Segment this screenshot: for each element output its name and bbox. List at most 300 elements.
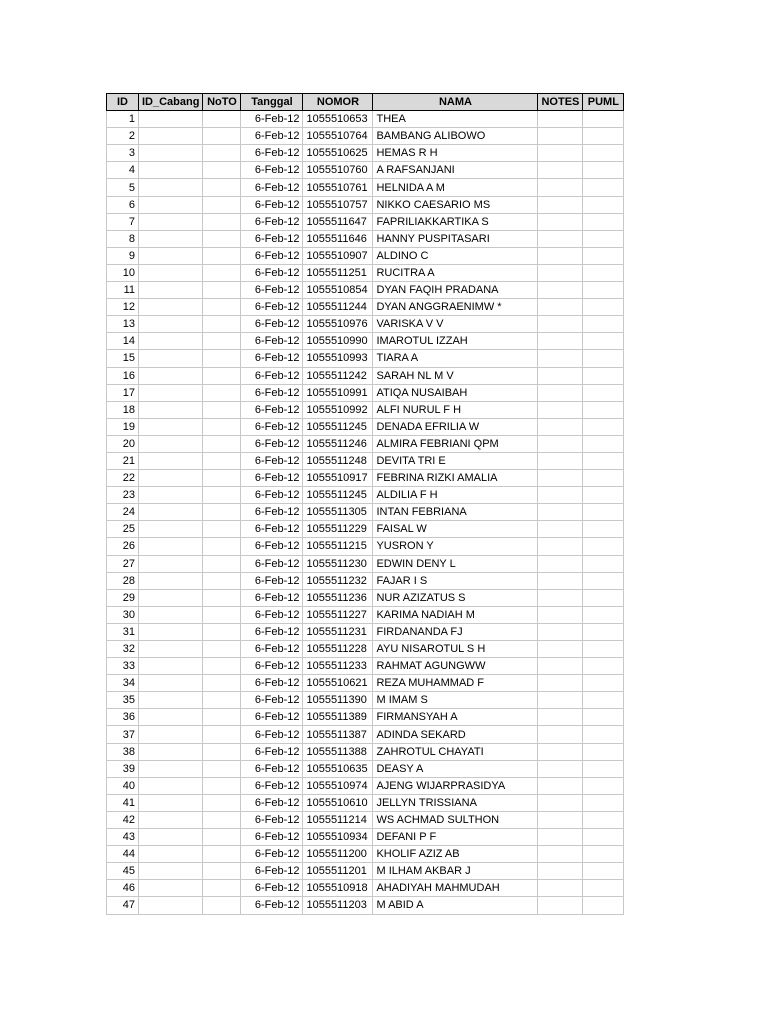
cell-noto[interactable] bbox=[203, 760, 241, 777]
cell-nama[interactable]: AYU NISAROTUL S H bbox=[373, 641, 538, 658]
cell-nomor[interactable]: 1055511229 bbox=[303, 521, 373, 538]
cell-tanggal[interactable]: 6-Feb-12 bbox=[241, 179, 303, 196]
cell-id-cabang[interactable] bbox=[139, 726, 203, 743]
cell-puml[interactable] bbox=[583, 179, 624, 196]
cell-nomor[interactable]: 1055510653 bbox=[303, 111, 373, 128]
cell-notes[interactable] bbox=[538, 401, 583, 418]
cell-noto[interactable] bbox=[203, 350, 241, 367]
cell-noto[interactable] bbox=[203, 435, 241, 452]
cell-id[interactable]: 44 bbox=[107, 846, 139, 863]
cell-notes[interactable] bbox=[538, 658, 583, 675]
cell-nomor[interactable]: 1055510907 bbox=[303, 247, 373, 264]
cell-noto[interactable] bbox=[203, 709, 241, 726]
cell-notes[interactable] bbox=[538, 111, 583, 128]
cell-id-cabang[interactable] bbox=[139, 384, 203, 401]
cell-id-cabang[interactable] bbox=[139, 230, 203, 247]
cell-nama[interactable]: DYAN ANGGRAENIMW * bbox=[373, 299, 538, 316]
cell-id[interactable]: 24 bbox=[107, 504, 139, 521]
cell-nama[interactable]: HANNY PUSPITASARI bbox=[373, 230, 538, 247]
cell-id[interactable]: 40 bbox=[107, 777, 139, 794]
cell-id[interactable]: 31 bbox=[107, 623, 139, 640]
cell-nomor[interactable]: 1055510610 bbox=[303, 794, 373, 811]
cell-nomor[interactable]: 1055511245 bbox=[303, 487, 373, 504]
cell-tanggal[interactable]: 6-Feb-12 bbox=[241, 111, 303, 128]
cell-id[interactable]: 4 bbox=[107, 162, 139, 179]
cell-id[interactable]: 20 bbox=[107, 435, 139, 452]
cell-nama[interactable]: NUR AZIZATUS S bbox=[373, 589, 538, 606]
cell-puml[interactable] bbox=[583, 247, 624, 264]
cell-noto[interactable] bbox=[203, 128, 241, 145]
cell-nama[interactable]: FAISAL W bbox=[373, 521, 538, 538]
cell-id-cabang[interactable] bbox=[139, 452, 203, 469]
cell-id[interactable]: 41 bbox=[107, 794, 139, 811]
cell-nomor[interactable]: 1055511245 bbox=[303, 418, 373, 435]
cell-nama[interactable]: HELNIDA A M bbox=[373, 179, 538, 196]
cell-tanggal[interactable]: 6-Feb-12 bbox=[241, 196, 303, 213]
cell-nama[interactable]: DEASY A bbox=[373, 760, 538, 777]
cell-tanggal[interactable]: 6-Feb-12 bbox=[241, 641, 303, 658]
cell-id[interactable]: 34 bbox=[107, 675, 139, 692]
cell-id[interactable]: 33 bbox=[107, 658, 139, 675]
cell-tanggal[interactable]: 6-Feb-12 bbox=[241, 367, 303, 384]
cell-notes[interactable] bbox=[538, 247, 583, 264]
cell-id-cabang[interactable] bbox=[139, 777, 203, 794]
cell-notes[interactable] bbox=[538, 264, 583, 281]
cell-tanggal[interactable]: 6-Feb-12 bbox=[241, 897, 303, 914]
cell-puml[interactable] bbox=[583, 384, 624, 401]
cell-noto[interactable] bbox=[203, 641, 241, 658]
cell-nama[interactable]: YUSRON Y bbox=[373, 538, 538, 555]
cell-nama[interactable]: FIRMANSYAH A bbox=[373, 709, 538, 726]
cell-notes[interactable] bbox=[538, 128, 583, 145]
cell-nama[interactable]: FAJAR I S bbox=[373, 572, 538, 589]
cell-tanggal[interactable]: 6-Feb-12 bbox=[241, 538, 303, 555]
cell-noto[interactable] bbox=[203, 470, 241, 487]
cell-id[interactable]: 23 bbox=[107, 487, 139, 504]
header-tanggal[interactable]: Tanggal bbox=[241, 94, 303, 111]
cell-puml[interactable] bbox=[583, 794, 624, 811]
cell-id-cabang[interactable] bbox=[139, 264, 203, 281]
cell-noto[interactable] bbox=[203, 811, 241, 828]
cell-puml[interactable] bbox=[583, 333, 624, 350]
cell-nama[interactable]: EDWIN DENY L bbox=[373, 555, 538, 572]
cell-tanggal[interactable]: 6-Feb-12 bbox=[241, 162, 303, 179]
cell-noto[interactable] bbox=[203, 863, 241, 880]
cell-id-cabang[interactable] bbox=[139, 846, 203, 863]
cell-id-cabang[interactable] bbox=[139, 589, 203, 606]
cell-nama[interactable]: VARISKA V V bbox=[373, 316, 538, 333]
cell-puml[interactable] bbox=[583, 743, 624, 760]
cell-tanggal[interactable]: 6-Feb-12 bbox=[241, 811, 303, 828]
cell-tanggal[interactable]: 6-Feb-12 bbox=[241, 401, 303, 418]
cell-notes[interactable] bbox=[538, 863, 583, 880]
cell-nama[interactable]: M ILHAM AKBAR J bbox=[373, 863, 538, 880]
cell-nama[interactable]: ALDILIA F H bbox=[373, 487, 538, 504]
cell-notes[interactable] bbox=[538, 589, 583, 606]
cell-nomor[interactable]: 1055511236 bbox=[303, 589, 373, 606]
cell-noto[interactable] bbox=[203, 658, 241, 675]
cell-tanggal[interactable]: 6-Feb-12 bbox=[241, 726, 303, 743]
cell-puml[interactable] bbox=[583, 692, 624, 709]
cell-noto[interactable] bbox=[203, 452, 241, 469]
cell-notes[interactable] bbox=[538, 811, 583, 828]
cell-nomor[interactable]: 1055510992 bbox=[303, 401, 373, 418]
cell-puml[interactable] bbox=[583, 435, 624, 452]
cell-id-cabang[interactable] bbox=[139, 196, 203, 213]
cell-nama[interactable]: M ABID A bbox=[373, 897, 538, 914]
cell-noto[interactable] bbox=[203, 555, 241, 572]
cell-nomor[interactable]: 1055511230 bbox=[303, 555, 373, 572]
cell-id[interactable]: 30 bbox=[107, 606, 139, 623]
cell-tanggal[interactable]: 6-Feb-12 bbox=[241, 572, 303, 589]
cell-puml[interactable] bbox=[583, 846, 624, 863]
cell-nama[interactable]: INTAN FEBRIANA bbox=[373, 504, 538, 521]
cell-id[interactable]: 1 bbox=[107, 111, 139, 128]
cell-nama[interactable]: KHOLIF AZIZ AB bbox=[373, 846, 538, 863]
cell-id-cabang[interactable] bbox=[139, 606, 203, 623]
cell-nama[interactable]: JELLYN TRISSIANA bbox=[373, 794, 538, 811]
cell-id[interactable]: 15 bbox=[107, 350, 139, 367]
cell-notes[interactable] bbox=[538, 367, 583, 384]
cell-nomor[interactable]: 1055511232 bbox=[303, 572, 373, 589]
cell-id[interactable]: 46 bbox=[107, 880, 139, 897]
cell-nama[interactable]: ATIQA NUSAIBAH bbox=[373, 384, 538, 401]
cell-nama[interactable]: IMAROTUL IZZAH bbox=[373, 333, 538, 350]
cell-nama[interactable]: AHADIYAH MAHMUDAH bbox=[373, 880, 538, 897]
cell-id-cabang[interactable] bbox=[139, 623, 203, 640]
cell-tanggal[interactable]: 6-Feb-12 bbox=[241, 504, 303, 521]
cell-puml[interactable] bbox=[583, 111, 624, 128]
cell-nomor[interactable]: 1055510991 bbox=[303, 384, 373, 401]
cell-id[interactable]: 2 bbox=[107, 128, 139, 145]
cell-tanggal[interactable]: 6-Feb-12 bbox=[241, 589, 303, 606]
cell-id[interactable]: 43 bbox=[107, 829, 139, 846]
header-nomor[interactable]: NOMOR bbox=[303, 94, 373, 111]
cell-id[interactable]: 42 bbox=[107, 811, 139, 828]
cell-id-cabang[interactable] bbox=[139, 880, 203, 897]
cell-notes[interactable] bbox=[538, 794, 583, 811]
cell-puml[interactable] bbox=[583, 829, 624, 846]
cell-puml[interactable] bbox=[583, 623, 624, 640]
cell-nama[interactable]: DYAN FAQIH PRADANA bbox=[373, 282, 538, 299]
cell-id-cabang[interactable] bbox=[139, 128, 203, 145]
cell-id[interactable]: 21 bbox=[107, 452, 139, 469]
cell-id[interactable]: 18 bbox=[107, 401, 139, 418]
cell-id[interactable]: 14 bbox=[107, 333, 139, 350]
cell-notes[interactable] bbox=[538, 333, 583, 350]
cell-noto[interactable] bbox=[203, 230, 241, 247]
cell-noto[interactable] bbox=[203, 162, 241, 179]
cell-nomor[interactable]: 1055511647 bbox=[303, 213, 373, 230]
cell-notes[interactable] bbox=[538, 572, 583, 589]
cell-id[interactable]: 12 bbox=[107, 299, 139, 316]
cell-id[interactable]: 39 bbox=[107, 760, 139, 777]
cell-notes[interactable] bbox=[538, 880, 583, 897]
cell-nama[interactable]: DENADA EFRILIA W bbox=[373, 418, 538, 435]
cell-nomor[interactable]: 1055511227 bbox=[303, 606, 373, 623]
cell-tanggal[interactable]: 6-Feb-12 bbox=[241, 709, 303, 726]
cell-id[interactable]: 10 bbox=[107, 264, 139, 281]
cell-nomor[interactable]: 1055511246 bbox=[303, 435, 373, 452]
cell-notes[interactable] bbox=[538, 487, 583, 504]
cell-tanggal[interactable]: 6-Feb-12 bbox=[241, 470, 303, 487]
cell-id[interactable]: 28 bbox=[107, 572, 139, 589]
cell-id[interactable]: 47 bbox=[107, 897, 139, 914]
cell-id[interactable]: 19 bbox=[107, 418, 139, 435]
cell-noto[interactable] bbox=[203, 333, 241, 350]
cell-nomor[interactable]: 1055511244 bbox=[303, 299, 373, 316]
cell-notes[interactable] bbox=[538, 179, 583, 196]
cell-puml[interactable] bbox=[583, 401, 624, 418]
cell-nomor[interactable]: 1055511389 bbox=[303, 709, 373, 726]
cell-id[interactable]: 32 bbox=[107, 641, 139, 658]
cell-noto[interactable] bbox=[203, 846, 241, 863]
cell-id-cabang[interactable] bbox=[139, 401, 203, 418]
cell-puml[interactable] bbox=[583, 230, 624, 247]
cell-id-cabang[interactable] bbox=[139, 675, 203, 692]
cell-puml[interactable] bbox=[583, 299, 624, 316]
cell-notes[interactable] bbox=[538, 418, 583, 435]
cell-puml[interactable] bbox=[583, 897, 624, 914]
cell-nomor[interactable]: 1055511251 bbox=[303, 264, 373, 281]
cell-nomor[interactable]: 1055510934 bbox=[303, 829, 373, 846]
cell-nomor[interactable]: 1055510757 bbox=[303, 196, 373, 213]
cell-tanggal[interactable]: 6-Feb-12 bbox=[241, 128, 303, 145]
cell-nomor[interactable]: 1055510761 bbox=[303, 179, 373, 196]
cell-nomor[interactable]: 1055510918 bbox=[303, 880, 373, 897]
cell-tanggal[interactable]: 6-Feb-12 bbox=[241, 316, 303, 333]
cell-notes[interactable] bbox=[538, 692, 583, 709]
cell-notes[interactable] bbox=[538, 623, 583, 640]
cell-puml[interactable] bbox=[583, 213, 624, 230]
cell-id[interactable]: 45 bbox=[107, 863, 139, 880]
cell-tanggal[interactable]: 6-Feb-12 bbox=[241, 623, 303, 640]
cell-nama[interactable]: ADINDA SEKARD bbox=[373, 726, 538, 743]
cell-tanggal[interactable]: 6-Feb-12 bbox=[241, 333, 303, 350]
cell-notes[interactable] bbox=[538, 743, 583, 760]
cell-id[interactable]: 17 bbox=[107, 384, 139, 401]
cell-noto[interactable] bbox=[203, 145, 241, 162]
cell-noto[interactable] bbox=[203, 316, 241, 333]
cell-id-cabang[interactable] bbox=[139, 299, 203, 316]
cell-nomor[interactable]: 1055511305 bbox=[303, 504, 373, 521]
cell-notes[interactable] bbox=[538, 675, 583, 692]
cell-id[interactable]: 9 bbox=[107, 247, 139, 264]
cell-puml[interactable] bbox=[583, 470, 624, 487]
cell-id-cabang[interactable] bbox=[139, 333, 203, 350]
cell-puml[interactable] bbox=[583, 196, 624, 213]
cell-tanggal[interactable]: 6-Feb-12 bbox=[241, 350, 303, 367]
cell-id[interactable]: 37 bbox=[107, 726, 139, 743]
cell-notes[interactable] bbox=[538, 504, 583, 521]
cell-noto[interactable] bbox=[203, 487, 241, 504]
cell-puml[interactable] bbox=[583, 145, 624, 162]
cell-nomor[interactable]: 1055511215 bbox=[303, 538, 373, 555]
cell-nomor[interactable]: 1055510621 bbox=[303, 675, 373, 692]
header-id-cabang[interactable]: ID_Cabang bbox=[139, 94, 203, 111]
cell-id[interactable]: 5 bbox=[107, 179, 139, 196]
cell-noto[interactable] bbox=[203, 794, 241, 811]
cell-nomor[interactable]: 1055510854 bbox=[303, 282, 373, 299]
cell-notes[interactable] bbox=[538, 435, 583, 452]
cell-id-cabang[interactable] bbox=[139, 316, 203, 333]
cell-id[interactable]: 26 bbox=[107, 538, 139, 555]
cell-puml[interactable] bbox=[583, 777, 624, 794]
cell-notes[interactable] bbox=[538, 726, 583, 743]
cell-puml[interactable] bbox=[583, 504, 624, 521]
cell-noto[interactable] bbox=[203, 213, 241, 230]
cell-noto[interactable] bbox=[203, 282, 241, 299]
cell-id-cabang[interactable] bbox=[139, 658, 203, 675]
cell-tanggal[interactable]: 6-Feb-12 bbox=[241, 555, 303, 572]
cell-puml[interactable] bbox=[583, 760, 624, 777]
cell-noto[interactable] bbox=[203, 179, 241, 196]
cell-nama[interactable]: ALFI NURUL F H bbox=[373, 401, 538, 418]
cell-tanggal[interactable]: 6-Feb-12 bbox=[241, 213, 303, 230]
cell-puml[interactable] bbox=[583, 863, 624, 880]
cell-notes[interactable] bbox=[538, 777, 583, 794]
cell-nama[interactable]: TIARA A bbox=[373, 350, 538, 367]
cell-tanggal[interactable]: 6-Feb-12 bbox=[241, 880, 303, 897]
header-nama[interactable]: NAMA bbox=[373, 94, 538, 111]
cell-id-cabang[interactable] bbox=[139, 504, 203, 521]
cell-notes[interactable] bbox=[538, 452, 583, 469]
cell-noto[interactable] bbox=[203, 572, 241, 589]
cell-noto[interactable] bbox=[203, 538, 241, 555]
cell-id-cabang[interactable] bbox=[139, 435, 203, 452]
cell-puml[interactable] bbox=[583, 264, 624, 281]
cell-nomor[interactable]: 1055510635 bbox=[303, 760, 373, 777]
cell-noto[interactable] bbox=[203, 606, 241, 623]
cell-noto[interactable] bbox=[203, 777, 241, 794]
cell-notes[interactable] bbox=[538, 316, 583, 333]
cell-id[interactable]: 38 bbox=[107, 743, 139, 760]
cell-nama[interactable]: FIRDANANDA FJ bbox=[373, 623, 538, 640]
cell-notes[interactable] bbox=[538, 897, 583, 914]
cell-id-cabang[interactable] bbox=[139, 743, 203, 760]
cell-id[interactable]: 36 bbox=[107, 709, 139, 726]
cell-nomor[interactable]: 1055510625 bbox=[303, 145, 373, 162]
cell-notes[interactable] bbox=[538, 299, 583, 316]
cell-tanggal[interactable]: 6-Feb-12 bbox=[241, 384, 303, 401]
cell-id[interactable]: 16 bbox=[107, 367, 139, 384]
cell-tanggal[interactable]: 6-Feb-12 bbox=[241, 282, 303, 299]
cell-tanggal[interactable]: 6-Feb-12 bbox=[241, 299, 303, 316]
cell-id-cabang[interactable] bbox=[139, 829, 203, 846]
cell-puml[interactable] bbox=[583, 367, 624, 384]
cell-nomor[interactable]: 1055511231 bbox=[303, 623, 373, 640]
cell-puml[interactable] bbox=[583, 452, 624, 469]
cell-tanggal[interactable]: 6-Feb-12 bbox=[241, 230, 303, 247]
header-noto[interactable]: NoTO bbox=[203, 94, 241, 111]
cell-id[interactable]: 27 bbox=[107, 555, 139, 572]
cell-nomor[interactable]: 1055511646 bbox=[303, 230, 373, 247]
cell-nama[interactable]: NIKKO CAESARIO MS bbox=[373, 196, 538, 213]
cell-id[interactable]: 22 bbox=[107, 470, 139, 487]
cell-id[interactable]: 11 bbox=[107, 282, 139, 299]
cell-notes[interactable] bbox=[538, 709, 583, 726]
cell-id-cabang[interactable] bbox=[139, 145, 203, 162]
cell-nomor[interactable]: 1055511248 bbox=[303, 452, 373, 469]
cell-nomor[interactable]: 1055510764 bbox=[303, 128, 373, 145]
cell-noto[interactable] bbox=[203, 264, 241, 281]
cell-id-cabang[interactable] bbox=[139, 350, 203, 367]
cell-notes[interactable] bbox=[538, 384, 583, 401]
cell-tanggal[interactable]: 6-Feb-12 bbox=[241, 743, 303, 760]
cell-notes[interactable] bbox=[538, 350, 583, 367]
cell-tanggal[interactable]: 6-Feb-12 bbox=[241, 418, 303, 435]
cell-nomor[interactable]: 1055511200 bbox=[303, 846, 373, 863]
cell-tanggal[interactable]: 6-Feb-12 bbox=[241, 606, 303, 623]
cell-tanggal[interactable]: 6-Feb-12 bbox=[241, 658, 303, 675]
cell-puml[interactable] bbox=[583, 675, 624, 692]
cell-id-cabang[interactable] bbox=[139, 794, 203, 811]
cell-tanggal[interactable]: 6-Feb-12 bbox=[241, 829, 303, 846]
cell-puml[interactable] bbox=[583, 316, 624, 333]
cell-puml[interactable] bbox=[583, 726, 624, 743]
cell-puml[interactable] bbox=[583, 641, 624, 658]
cell-notes[interactable] bbox=[538, 213, 583, 230]
cell-notes[interactable] bbox=[538, 846, 583, 863]
cell-notes[interactable] bbox=[538, 521, 583, 538]
cell-noto[interactable] bbox=[203, 111, 241, 128]
cell-id[interactable]: 35 bbox=[107, 692, 139, 709]
cell-puml[interactable] bbox=[583, 572, 624, 589]
cell-id-cabang[interactable] bbox=[139, 641, 203, 658]
cell-puml[interactable] bbox=[583, 658, 624, 675]
cell-id[interactable]: 3 bbox=[107, 145, 139, 162]
cell-notes[interactable] bbox=[538, 196, 583, 213]
header-notes[interactable]: NOTES bbox=[538, 94, 583, 111]
cell-noto[interactable] bbox=[203, 589, 241, 606]
cell-tanggal[interactable]: 6-Feb-12 bbox=[241, 487, 303, 504]
cell-nomor[interactable]: 1055510760 bbox=[303, 162, 373, 179]
cell-tanggal[interactable]: 6-Feb-12 bbox=[241, 247, 303, 264]
cell-id-cabang[interactable] bbox=[139, 487, 203, 504]
cell-notes[interactable] bbox=[538, 230, 583, 247]
cell-notes[interactable] bbox=[538, 538, 583, 555]
cell-puml[interactable] bbox=[583, 538, 624, 555]
cell-nomor[interactable]: 1055511214 bbox=[303, 811, 373, 828]
cell-nomor[interactable]: 1055511233 bbox=[303, 658, 373, 675]
cell-noto[interactable] bbox=[203, 880, 241, 897]
cell-nomor[interactable]: 1055511387 bbox=[303, 726, 373, 743]
cell-nama[interactable]: ALMIRA FEBRIANI QPM bbox=[373, 435, 538, 452]
cell-nomor[interactable]: 1055511228 bbox=[303, 641, 373, 658]
cell-puml[interactable] bbox=[583, 487, 624, 504]
cell-nama[interactable]: RUCITRA A bbox=[373, 264, 538, 281]
cell-tanggal[interactable]: 6-Feb-12 bbox=[241, 794, 303, 811]
cell-nomor[interactable]: 1055511203 bbox=[303, 897, 373, 914]
cell-noto[interactable] bbox=[203, 384, 241, 401]
cell-puml[interactable] bbox=[583, 555, 624, 572]
cell-id-cabang[interactable] bbox=[139, 572, 203, 589]
cell-nomor[interactable]: 1055510990 bbox=[303, 333, 373, 350]
cell-puml[interactable] bbox=[583, 162, 624, 179]
cell-tanggal[interactable]: 6-Feb-12 bbox=[241, 863, 303, 880]
cell-nomor[interactable]: 1055511201 bbox=[303, 863, 373, 880]
cell-puml[interactable] bbox=[583, 282, 624, 299]
cell-tanggal[interactable]: 6-Feb-12 bbox=[241, 675, 303, 692]
cell-id[interactable]: 6 bbox=[107, 196, 139, 213]
cell-nomor[interactable]: 1055510917 bbox=[303, 470, 373, 487]
cell-nama[interactable]: M IMAM S bbox=[373, 692, 538, 709]
cell-notes[interactable] bbox=[538, 760, 583, 777]
cell-tanggal[interactable]: 6-Feb-12 bbox=[241, 264, 303, 281]
cell-id-cabang[interactable] bbox=[139, 282, 203, 299]
cell-noto[interactable] bbox=[203, 726, 241, 743]
cell-noto[interactable] bbox=[203, 418, 241, 435]
